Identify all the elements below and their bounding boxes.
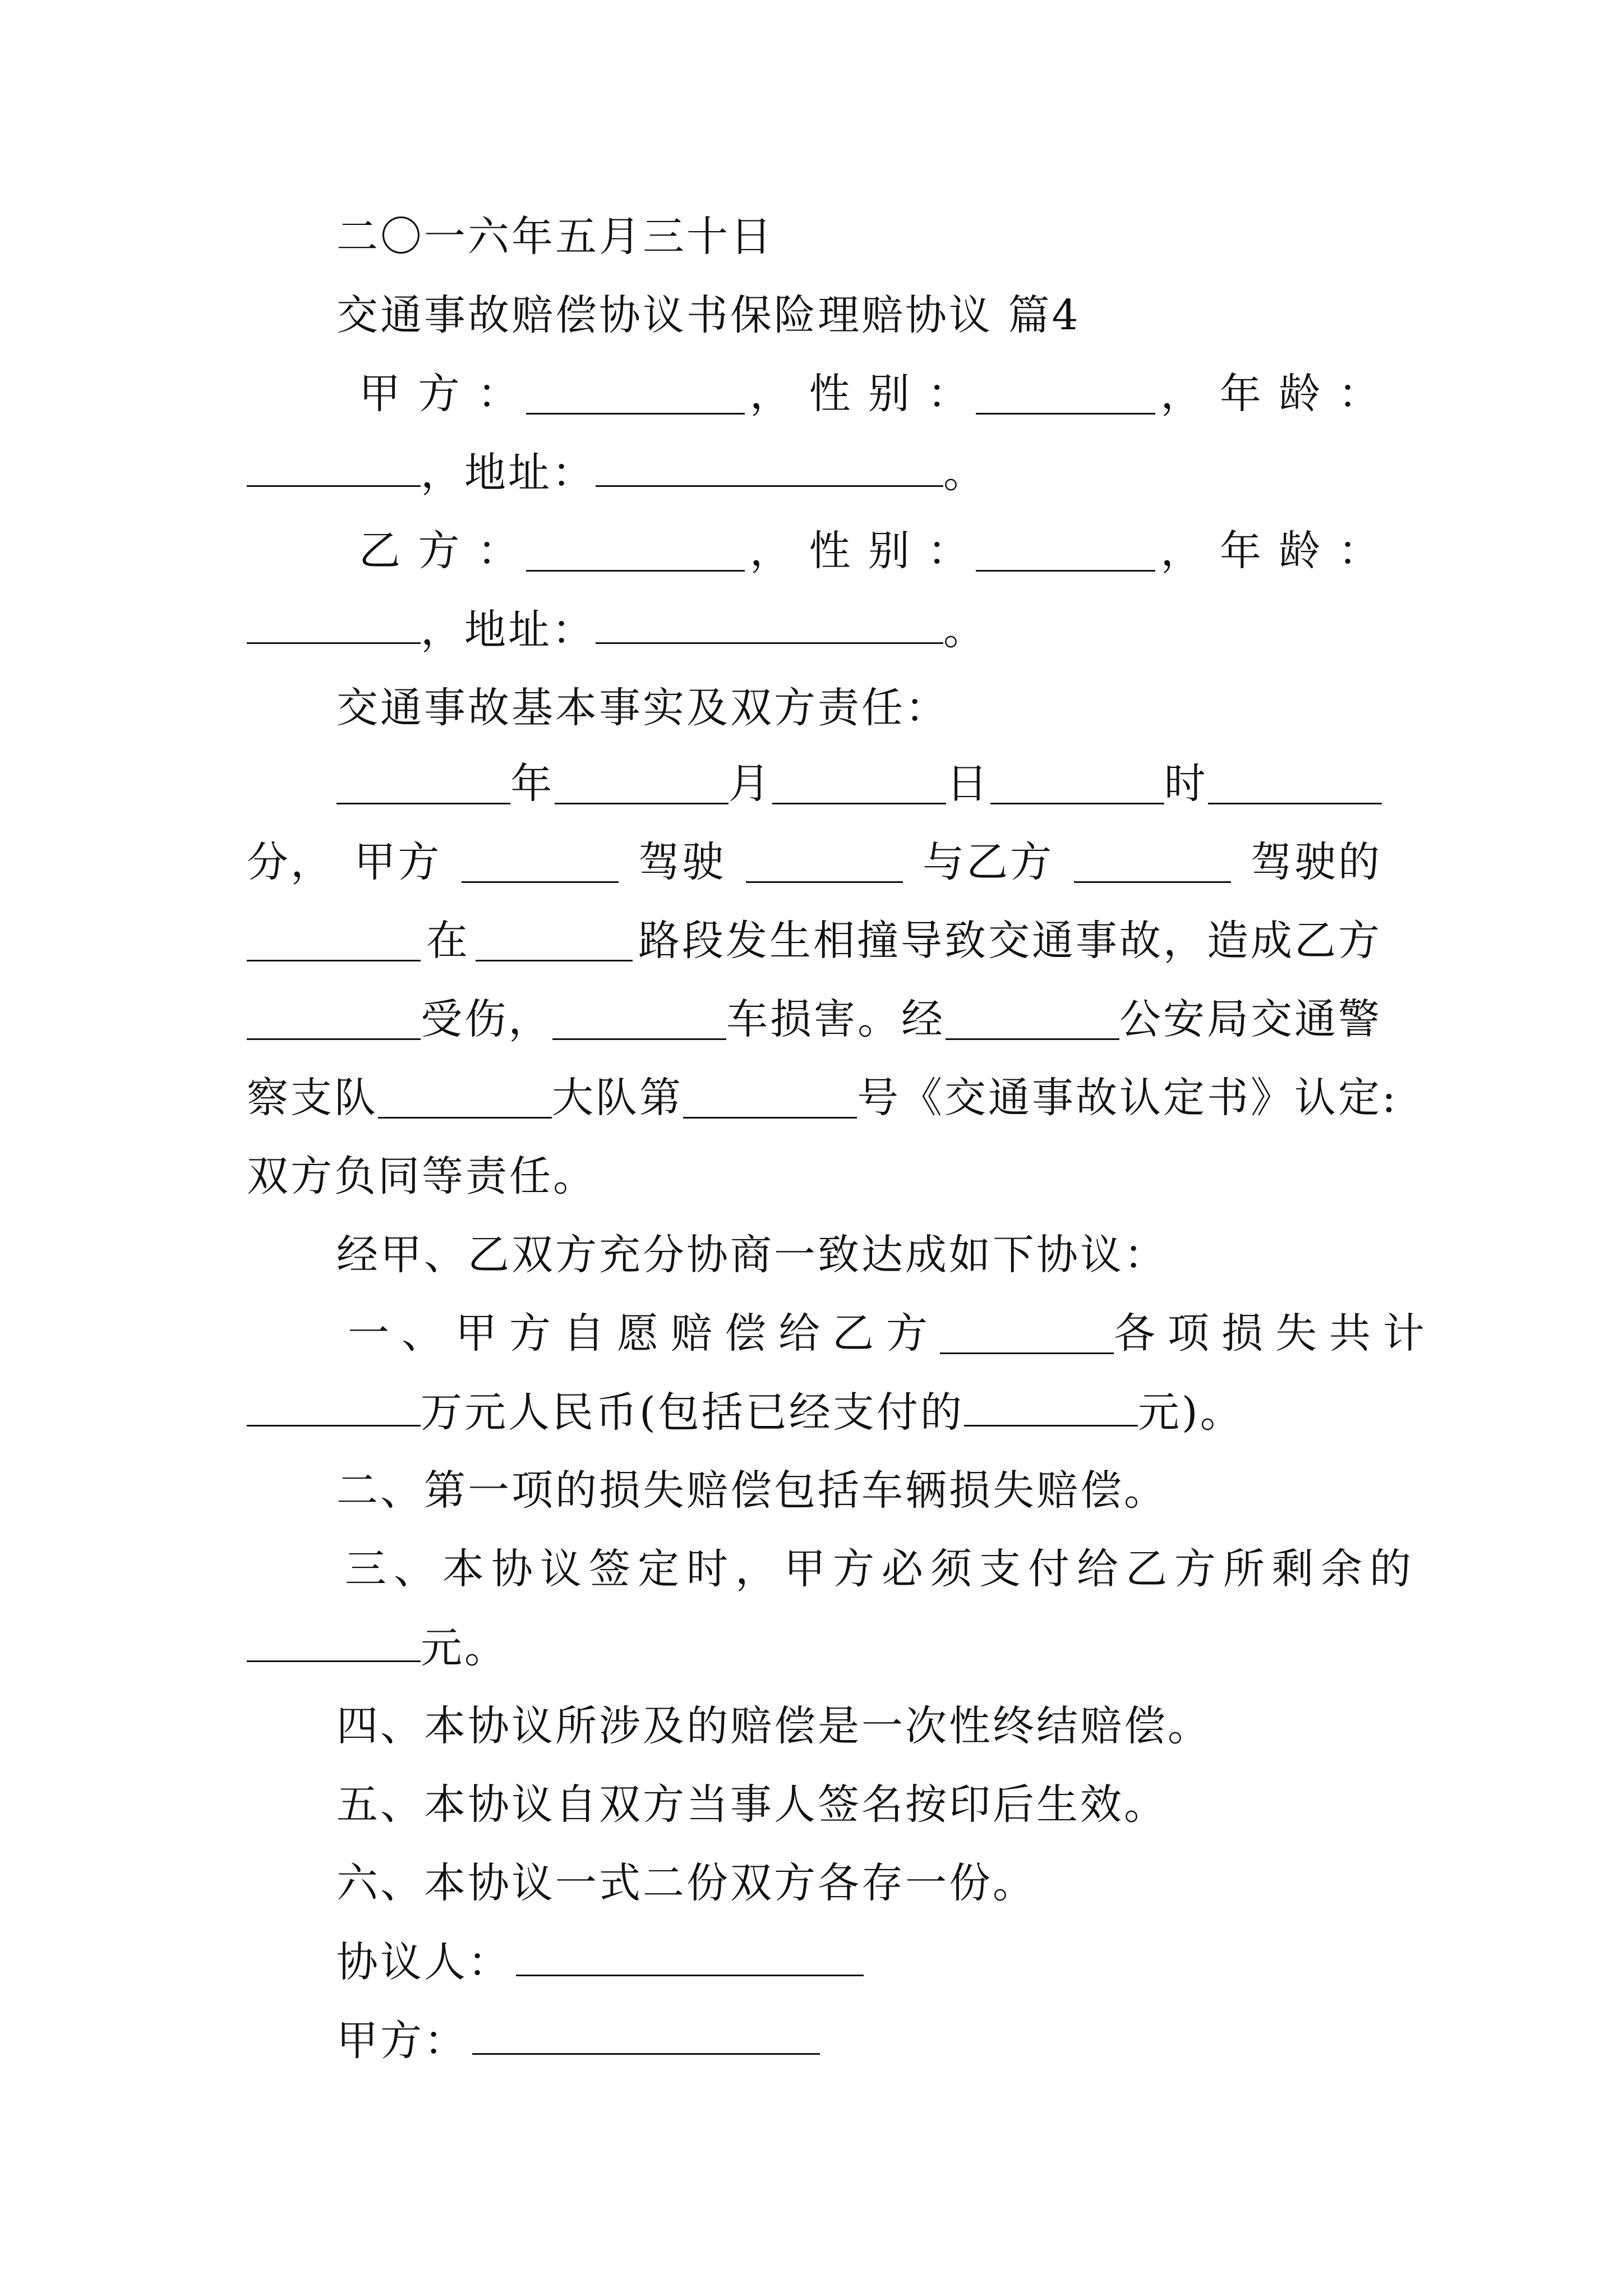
detachment-label: 察支队 — [247, 1074, 378, 1122]
clause-2: 二、第一项的损失赔偿包括车辆损失赔偿。 — [336, 1466, 1168, 1515]
clause-1-end: 元)。 — [1137, 1388, 1244, 1437]
police-label: 公安局交通警 — [1119, 995, 1382, 1043]
document-title: 交通事故赔偿协议书保险理赔协议 篇4 — [336, 291, 1081, 339]
with-party-b-label: 与乙方 — [923, 838, 1054, 886]
party-a-end: 。 — [943, 449, 987, 497]
at-label: 在 — [426, 917, 470, 965]
facts-party-a-label: 甲方 — [354, 838, 442, 886]
party-b-line — [359, 527, 1382, 575]
facts-datetime-line — [336, 760, 1382, 808]
facts-drivers-line — [247, 838, 1382, 886]
facts-damage-line — [247, 995, 1382, 1043]
clause-3-amount-blank[interactable] — [247, 1627, 421, 1662]
agreement-intro: 经甲、乙双方充分协商一致达成如下协议： — [336, 1231, 1168, 1279]
certificate-label: 号《交通事故认定书》认定: — [857, 1074, 1398, 1122]
month-blank[interactable] — [555, 769, 728, 804]
clause-1-items-blank[interactable] — [940, 1319, 1114, 1354]
facts-heading: 交通事故基本事实及双方责任： — [336, 684, 949, 732]
brigade-label: 大队第 — [552, 1074, 683, 1122]
party-a-address-line — [247, 449, 987, 497]
vehicle-a-blank[interactable] — [746, 848, 903, 883]
agreer-signature-blank[interactable] — [516, 1941, 864, 1976]
clause-1-cont: 万元人民币(包括已经支付的 — [421, 1388, 964, 1437]
drive-label-1: 驾驶 — [638, 838, 726, 886]
party-a-signature-line — [336, 2017, 820, 2065]
road-label: 路段发生相撞导致交通事故，造成乙方 — [638, 917, 1382, 965]
party-b-address-line — [247, 606, 987, 654]
party-b-address-blank[interactable] — [596, 609, 943, 644]
party-a-age-label: ， 年 龄 ： — [1160, 370, 1382, 418]
facts-certificate-line — [247, 1074, 1398, 1122]
agreer-label: 协议人： — [336, 1938, 511, 1986]
clause-3: 三、本协议签定时，甲方必须支付给乙方所剩余的 — [345, 1545, 1418, 1593]
certificate-number-blank[interactable] — [683, 1083, 857, 1119]
hour-blank[interactable] — [990, 769, 1164, 804]
party-b-gender-blank[interactable] — [976, 536, 1155, 572]
minute-label: 分， — [247, 838, 334, 886]
party-a-age-blank[interactable] — [247, 452, 421, 487]
party-a-gender-blank[interactable] — [976, 379, 1155, 415]
month-label: 月 — [728, 760, 772, 808]
clause-5: 五、本协议自双方当事人签名按印后生效。 — [336, 1780, 1168, 1829]
clause-1-amount-blank[interactable] — [247, 1391, 421, 1427]
clause-3-end: 元。 — [421, 1624, 508, 1672]
party-a-address-blank[interactable] — [596, 452, 943, 487]
car-damage-label: 车损害。经 — [726, 995, 946, 1043]
clause-1-mid: 各项损失共计 — [1114, 1309, 1437, 1358]
day-label: 日 — [946, 760, 990, 808]
minute-blank[interactable] — [1208, 769, 1382, 804]
party-a-signature-blank[interactable] — [472, 2019, 820, 2055]
clause-1-prefix: 一、甲方自愿赔偿给乙方 — [348, 1309, 940, 1358]
day-blank[interactable] — [772, 769, 946, 804]
party-b-end: 。 — [943, 606, 987, 654]
year-label: 年 — [510, 760, 555, 808]
party-a-name-blank[interactable] — [526, 379, 745, 415]
clause-6: 六、本协议一式二份双方各存一份。 — [336, 1859, 1036, 1907]
party-b-name-blank[interactable] — [526, 536, 745, 572]
clause-1-line — [348, 1309, 1437, 1358]
party-a-line — [359, 370, 1382, 418]
party-a-address-label: ，地址： — [421, 449, 596, 497]
party-b-age-label: ， 年 龄 ： — [1160, 527, 1382, 575]
party-b-age-blank[interactable] — [247, 609, 421, 644]
agreer-signature-line — [336, 1938, 864, 1986]
clause-4: 四、本协议所涉及的赔偿是一次性终结赔偿。 — [336, 1702, 1211, 1750]
clause-1-cont-line — [247, 1388, 1244, 1437]
party-a-label: 甲 方 ： — [359, 370, 522, 418]
road-blank[interactable] — [476, 926, 633, 961]
party-a-signature-label: 甲方： — [336, 2017, 468, 2065]
hour-label: 时 — [1164, 760, 1208, 808]
brigade-blank[interactable] — [378, 1083, 552, 1119]
facts-location-line — [247, 917, 1382, 965]
injured-label: 受伤， — [421, 995, 552, 1043]
party-b-vehicle-blank[interactable] — [1074, 848, 1231, 883]
police-city-blank[interactable] — [946, 1005, 1119, 1040]
vehicle-b-blank[interactable] — [247, 926, 421, 961]
date-line: 二〇一六年五月三十日 — [336, 213, 774, 261]
party-b-label: 乙 方 ： — [359, 527, 522, 575]
injury-blank[interactable] — [247, 1005, 421, 1040]
equal-responsibility: 双方负同等责任。 — [247, 1152, 597, 1200]
party-b-gender-label: ， 性 别 ： — [749, 527, 971, 575]
clause-3-cont-line — [247, 1624, 508, 1672]
car-blank[interactable] — [552, 1005, 726, 1040]
year-blank[interactable] — [336, 769, 510, 804]
party-b-address-label: ，地址： — [421, 606, 596, 654]
clause-1-paid-blank[interactable] — [964, 1391, 1138, 1427]
party-a-vehicle-blank[interactable] — [462, 848, 619, 883]
drive-label-2: 驾驶的 — [1250, 838, 1382, 886]
party-a-gender-label: ， 性 别 ： — [749, 370, 971, 418]
